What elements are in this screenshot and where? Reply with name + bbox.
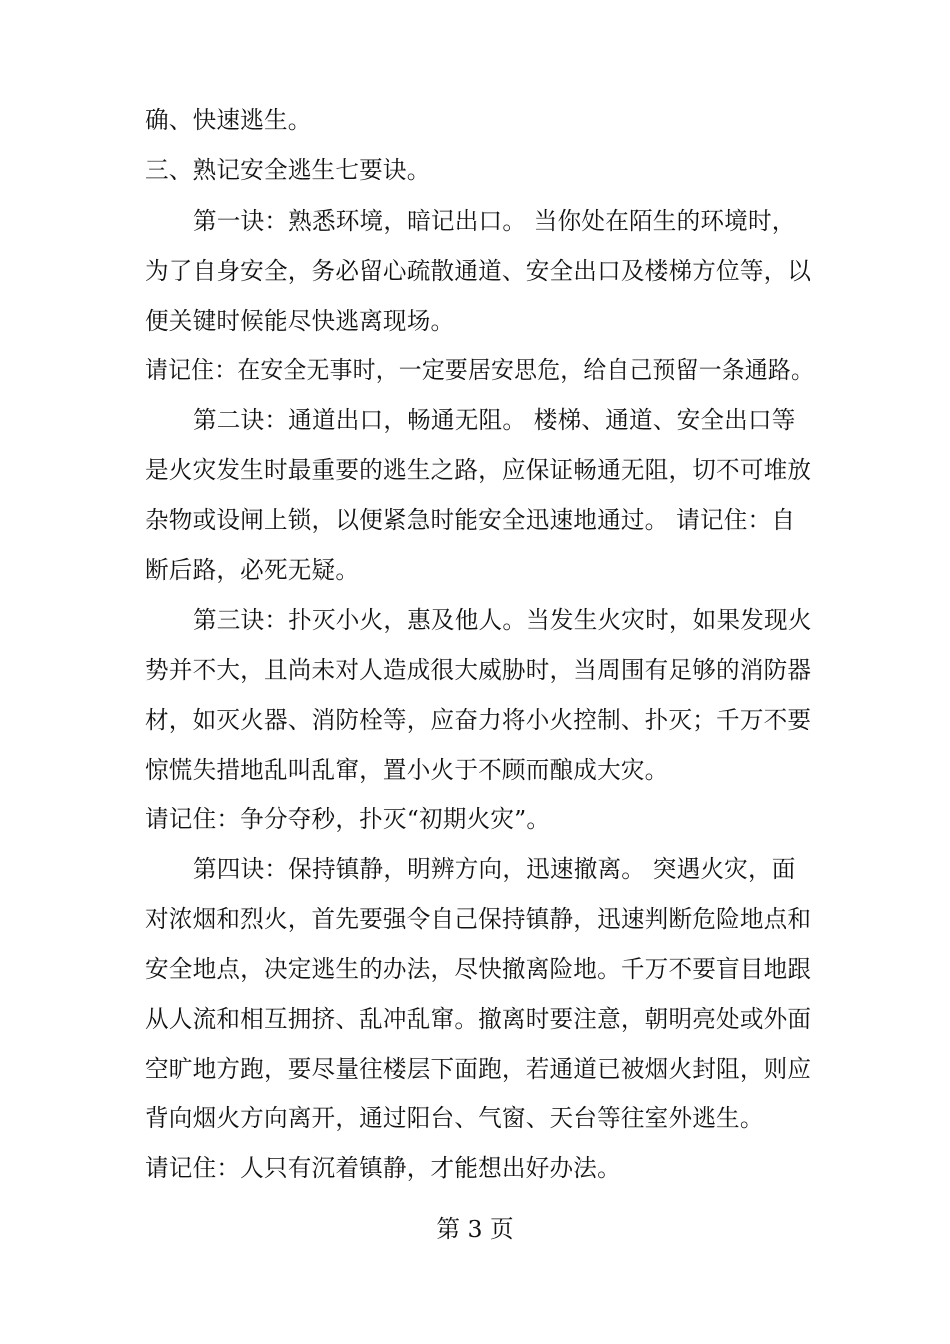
text-line: 安全地点，决定逃生的办法，尽快撤离险地。千万不要盲目地跟	[145, 955, 812, 983]
text-line: 便关键时候能尽快逃离现场。	[145, 307, 455, 335]
text-line: 空旷地方跑，要尽量往楼层下面跑，若通道已被烟火封阻，则应	[145, 1055, 812, 1083]
text-line: 断后路，必死无疑。	[145, 556, 360, 584]
reminder-line: 请记住：人只有沉着镇静，才能想出好办法。	[145, 1154, 621, 1182]
text-line: 第二诀：通道出口，畅通无阻。 楼梯、通道、安全出口等	[193, 406, 796, 434]
text-line: 为了自身安全，务必留心疏散通道、安全出口及楼梯方位等，以	[145, 257, 812, 285]
page-number: 第 3 页	[436, 1215, 514, 1243]
text-line: 对浓烟和烈火，首先要强令自己保持镇静，迅速判断危险地点和	[145, 905, 812, 933]
text-line: 材，如灭火器、消防栓等，应奋力将小火控制、扑灭；千万不要	[145, 706, 812, 734]
text-line: 杂物或设闸上锁，以便紧急时能安全迅速地通过。 请记住：自	[145, 506, 796, 534]
reminder-line: 请记住：在安全无事时，一定要居安思危，给自己预留一条通路。	[145, 356, 815, 384]
text-line: 从人流和相互拥挤、乱冲乱窜。撤离时要注意，朝明亮处或外面	[145, 1005, 812, 1033]
text-line: 是火灾发生时最重要的逃生之路，应保证畅通无阻，切不可堆放	[145, 456, 812, 484]
text-line: 背向烟火方向离开，通过阳台、气窗、天台等往室外逃生。	[145, 1104, 764, 1132]
text-line: 势并不大，且尚未对人造成很大威胁时，当周围有足够的消防器	[145, 656, 812, 684]
text-line: 第四诀：保持镇静，明辨方向，迅速撤离。 突遇火灾，面	[193, 855, 796, 883]
text-line: 确、快速逃生。	[145, 106, 312, 134]
reminder-line: 请记住：争分夺秒，扑灭“初期火灾”。	[145, 805, 551, 833]
section-heading: 三、熟记安全逃生七要诀。	[145, 156, 431, 184]
text-line: 第三诀：扑灭小火，惠及他人。当发生火灾时，如果发现火	[193, 606, 812, 634]
text-line: 第一诀：熟悉环境，暗记出口。 当你处在陌生的环境时，	[193, 207, 796, 235]
text-line: 惊慌失措地乱叫乱窜，置小火于不顾而酿成大灾。	[145, 756, 669, 784]
